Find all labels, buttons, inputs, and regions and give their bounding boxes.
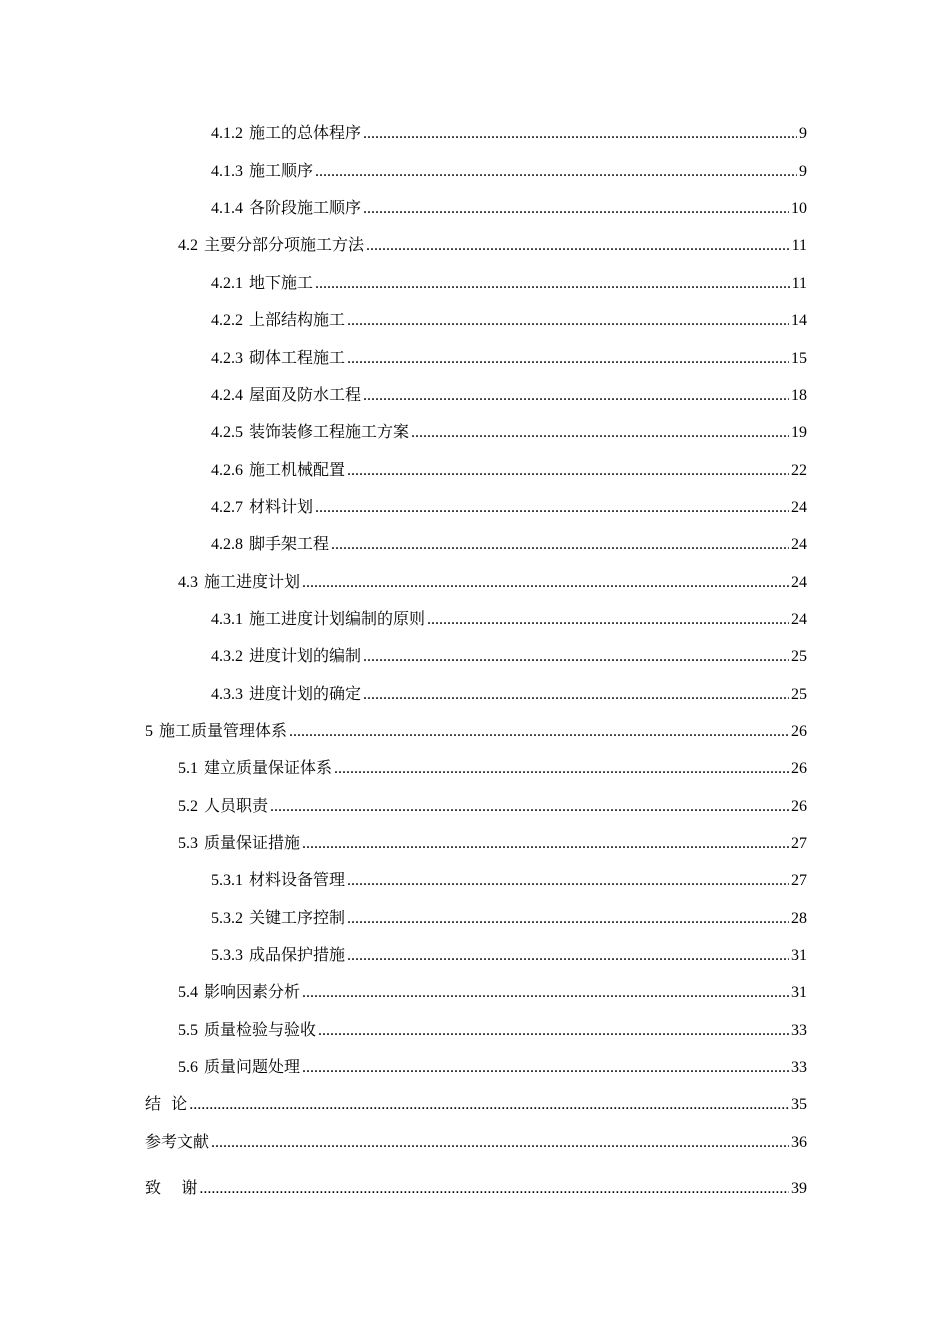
toc-title: 脚手架工程 <box>249 534 330 553</box>
toc-number: 4.1.4 <box>211 200 243 217</box>
toc-number: 5.5 <box>178 1022 198 1039</box>
toc-leader <box>318 1021 789 1041</box>
toc-entry[interactable] <box>211 534 807 555</box>
toc-title: 进度计划的编制 <box>249 646 362 665</box>
toc-page: 10 <box>791 200 807 217</box>
toc-leader <box>302 834 789 854</box>
toc-entry[interactable] <box>211 684 807 705</box>
toc-entry[interactable] <box>178 796 807 817</box>
toc-leader <box>331 535 789 555</box>
toc-number: 4.3.3 <box>211 686 243 703</box>
toc-entry[interactable] <box>178 1020 807 1041</box>
toc-page: 11 <box>791 237 807 254</box>
toc-title: 建立质量保证体系 <box>204 758 333 777</box>
toc-title: 砌体工程施工 <box>249 348 346 367</box>
toc-title: 质量保证措施 <box>204 833 301 852</box>
toc-leader <box>315 498 789 518</box>
toc-number: 4.1.3 <box>211 163 243 180</box>
toc-entry[interactable] <box>211 161 807 182</box>
toc-number: 4.2.6 <box>211 462 243 479</box>
toc-title: 地下施工 <box>249 273 314 292</box>
toc-number: 4.3 <box>178 574 198 591</box>
toc-entry[interactable] <box>178 982 807 1003</box>
toc-page: 11 <box>791 275 807 292</box>
toc-entry[interactable] <box>211 609 807 630</box>
toc-number: 5.3 <box>178 835 198 852</box>
toc-page: 27 <box>791 872 807 889</box>
toc-title: 进度计划的确定 <box>249 684 362 703</box>
toc-entry[interactable] <box>211 385 807 406</box>
toc-entry[interactable] <box>178 758 807 779</box>
toc-leader <box>363 124 797 144</box>
toc-number: 4.2 <box>178 237 198 254</box>
toc-leader <box>363 647 789 667</box>
toc-entry[interactable] <box>211 422 807 443</box>
toc-page: 26 <box>791 760 807 777</box>
toc-title: 各阶段施工顺序 <box>249 198 362 217</box>
toc-leader <box>315 274 790 294</box>
toc-leader <box>347 946 789 966</box>
toc-title: 屋面及防水工程 <box>249 385 362 404</box>
toc-page: 35 <box>791 1096 807 1113</box>
toc-number: 4.2.5 <box>211 424 243 441</box>
toc-entry[interactable] <box>211 870 807 891</box>
toc-page: 9 <box>799 163 807 180</box>
toc-page: 19 <box>791 424 807 441</box>
toc-entry[interactable] <box>211 273 807 294</box>
toc-page: 33 <box>791 1022 807 1039</box>
toc-title: 施工进度计划编制的原则 <box>249 609 426 628</box>
toc-number: 5.3.2 <box>211 910 243 927</box>
toc-entry[interactable] <box>211 198 807 219</box>
toc-title: 装饰装修工程施工方案 <box>249 422 410 441</box>
toc-title: 材料计划 <box>249 497 314 516</box>
toc-leader <box>315 162 797 182</box>
toc-number: 5 <box>145 723 153 740</box>
toc-number: 5.1 <box>178 760 198 777</box>
toc-page: 24 <box>791 574 807 591</box>
toc-leader <box>363 199 789 219</box>
toc-leader <box>289 722 789 742</box>
toc-leader <box>363 685 789 705</box>
toc-page: 15 <box>791 350 807 367</box>
toc-title: 影响因素分析 <box>204 982 301 1001</box>
toc-title: 参考文献 <box>145 1132 210 1151</box>
toc-number: 4.2.8 <box>211 536 243 553</box>
toc-page: 18 <box>791 387 807 404</box>
toc-title: 质量检验与验收 <box>204 1020 317 1039</box>
toc-leader <box>199 1179 789 1199</box>
toc-title: 成品保护措施 <box>249 945 346 964</box>
toc-title: 关键工序控制 <box>249 908 346 927</box>
toc-number: 4.2.1 <box>211 275 243 292</box>
toc-entry[interactable] <box>145 1178 807 1199</box>
toc-title: 施工机械配置 <box>249 460 346 479</box>
toc-entry[interactable] <box>211 908 807 929</box>
toc-entry[interactable] <box>178 833 807 854</box>
toc-title: 施工质量管理体系 <box>159 721 288 740</box>
toc-leader <box>334 759 789 779</box>
toc-number: 4.2.4 <box>211 387 243 404</box>
toc-entry[interactable] <box>211 348 807 369</box>
toc-number: 4.2.3 <box>211 350 243 367</box>
toc-title: 质量问题处理 <box>204 1057 301 1076</box>
toc-title: 材料设备管理 <box>249 870 346 889</box>
toc-leader <box>302 1058 789 1078</box>
toc-leader <box>211 1133 789 1153</box>
toc-page: 24 <box>791 499 807 516</box>
toc-title: 施工进度计划 <box>204 572 301 591</box>
toc-page: 31 <box>791 984 807 1001</box>
toc-page: 31 <box>791 947 807 964</box>
toc-title: 结 论 <box>145 1094 188 1113</box>
toc-number: 5.4 <box>178 984 198 1001</box>
toc-page: 39 <box>791 1180 807 1197</box>
toc-leader <box>302 983 789 1003</box>
toc-leader <box>347 349 789 369</box>
toc-page: 24 <box>791 536 807 553</box>
toc-entry[interactable] <box>178 235 807 256</box>
toc-title: 主要分部分项施工方法 <box>204 235 365 254</box>
toc-title: 致 谢 <box>145 1178 198 1197</box>
toc-entry[interactable] <box>211 497 807 518</box>
toc-page: 14 <box>791 312 807 329</box>
toc-page: 9 <box>799 125 807 142</box>
toc-entry[interactable] <box>178 1057 807 1078</box>
toc-number: 4.1.2 <box>211 125 243 142</box>
toc-page: 33 <box>791 1059 807 1076</box>
toc-number: 5.2 <box>178 798 198 815</box>
toc-page: 22 <box>791 462 807 479</box>
toc-page: 26 <box>791 798 807 815</box>
toc-entry[interactable] <box>211 646 807 667</box>
toc-title: 施工的总体程序 <box>249 123 362 142</box>
toc-entry[interactable] <box>211 123 807 144</box>
toc-page: 28 <box>791 910 807 927</box>
toc-entry[interactable] <box>178 572 807 593</box>
toc-number: 5.6 <box>178 1059 198 1076</box>
toc-page: 26 <box>791 723 807 740</box>
toc-leader <box>347 311 789 331</box>
toc-number: 5.3.1 <box>211 872 243 889</box>
toc-number: 4.3.2 <box>211 648 243 665</box>
toc-leader <box>411 423 789 443</box>
toc-page: 27 <box>791 835 807 852</box>
toc-page: 36 <box>791 1134 807 1151</box>
toc-entry[interactable] <box>211 460 807 481</box>
toc-leader <box>347 909 789 929</box>
toc-entry[interactable] <box>145 1094 807 1115</box>
toc-leader <box>270 797 789 817</box>
toc-number: 4.2.7 <box>211 499 243 516</box>
toc-leader <box>189 1095 789 1115</box>
toc-entry[interactable] <box>145 1132 807 1153</box>
toc-number: 4.3.1 <box>211 611 243 628</box>
toc-leader <box>347 461 789 481</box>
toc-leader <box>427 610 789 630</box>
toc-leader <box>366 236 790 256</box>
toc-leader <box>363 386 789 406</box>
toc-page: 25 <box>791 648 807 665</box>
toc-title: 上部结构施工 <box>249 310 346 329</box>
toc-page: 25 <box>791 686 807 703</box>
toc-leader <box>302 573 789 593</box>
toc-title: 人员职责 <box>204 796 269 815</box>
toc-number: 5.3.3 <box>211 947 243 964</box>
toc-entry[interactable] <box>211 310 807 331</box>
toc-entry[interactable] <box>145 721 807 742</box>
toc-leader <box>347 871 789 891</box>
toc-title: 施工顺序 <box>249 161 314 180</box>
toc-number: 4.2.2 <box>211 312 243 329</box>
toc-page: 24 <box>791 611 807 628</box>
toc-entry[interactable] <box>211 945 807 966</box>
